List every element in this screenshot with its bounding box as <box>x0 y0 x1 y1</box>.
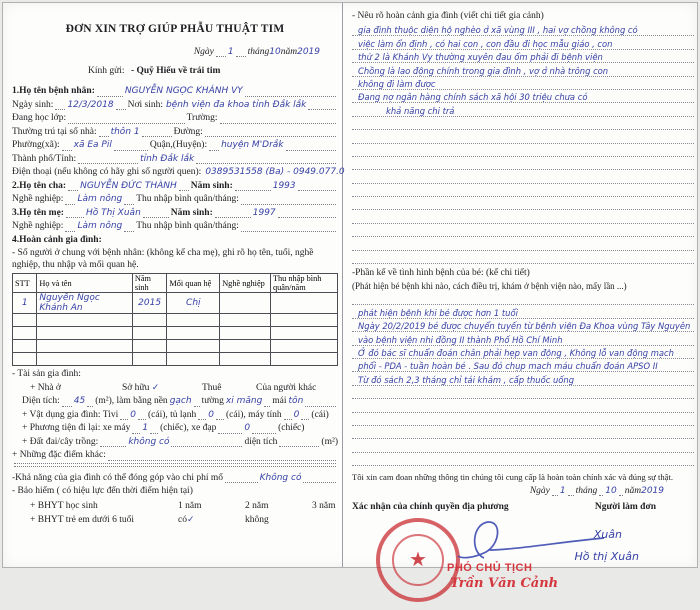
bhyt-yes-checkmark: ✓ <box>186 514 195 525</box>
hardship-line: Chồng là lao động chính trong gia đình , vợ ở nhà trông con <box>352 63 694 76</box>
house-label: + Nhà ở <box>30 382 61 393</box>
illness-subheading: (Phát hiện bé bệnh khi nào, cách điều trị, khám ở bệnh viện nào, mấy lần ...) <box>352 281 627 292</box>
illness-line: phổi - PDA - tuần hoàn bé . Sau đó chụp mạch máu chuẩn đoán APSO II <box>352 359 694 372</box>
other-traits-label: + Những đặc điểm khác: <box>12 450 106 460</box>
date-day-value: 1 <box>227 47 234 57</box>
father-birth-label: Năm sinh: <box>190 180 233 191</box>
ward-label: Phường(xã): <box>12 140 60 150</box>
kinh-gui-label: Kính gửi: <box>88 66 125 76</box>
illness-line: Ngày 20/2/2019 bé được chuyển tuyến từ bệnh viện Đa Khoa vùng Tây Nguyên <box>352 319 694 332</box>
district-value: huyện M'Drắk <box>221 140 284 150</box>
row1-birth: 2015 <box>132 293 167 314</box>
hardship-line: việc làm ổn định , có hai con , con đầu đi học mẫu giáo , con <box>352 36 694 49</box>
computer-count: 0 <box>293 409 300 420</box>
mother-label: 3.Họ tên mẹ: <box>12 207 64 218</box>
class-label: Đang học lớp: <box>12 113 67 123</box>
column-divider <box>342 3 343 567</box>
hardship-heading: - Nêu rõ hoàn cảnh gia đình (viết chi tiết gia cảnh) <box>352 11 544 21</box>
father-job: Làm nông <box>77 194 123 204</box>
contribution-label: -Khả năng của gia đình có thể đóng góp vào chi phí mổ <box>12 472 224 483</box>
dotted-blank-line <box>352 210 694 223</box>
col-birth: Năm sinh <box>132 274 167 293</box>
bicycle-label: (chiếc), xe đạp <box>160 423 217 433</box>
patient-name-value: NGUYỄN NGỌC KHÁNH VY <box>124 86 243 96</box>
household-table <box>12 273 338 366</box>
dotted-blank-line <box>352 386 694 399</box>
dotted-blank-line <box>352 426 694 439</box>
form-right-column <box>352 8 694 610</box>
date-month-label: tháng <box>247 47 270 57</box>
ward-value: xã Ea Pil <box>73 140 112 150</box>
land-area-label: diện tích <box>244 436 278 447</box>
assets-label: - Tài sản gia đình: <box>12 369 81 379</box>
bhyt-child-label: + BHYT trẻ em dưới 6 tuổi <box>30 514 135 525</box>
dotted-blank-line <box>352 237 694 250</box>
dotted-blank-line <box>352 170 694 183</box>
illness-line: phát hiện bệnh khi bé được hơn 1 tuổi <box>352 305 694 318</box>
city-value: tỉnh Đắk lắk <box>140 153 195 164</box>
declaration-text: Tôi xin cam đoan những thông tin chúng tôi cung cấp là hoàn toàn chính xác và đúng sự thật. <box>352 472 674 483</box>
fridge-count: 0 <box>208 409 214 420</box>
items-label: + Vật dụng gia đình: Tivi <box>22 409 119 420</box>
phone-label: Điện thoại (nếu không có hãy ghi số người quen): <box>12 167 202 177</box>
dotted-blank-line <box>352 453 694 466</box>
dob-value: 12/3/2018 <box>67 99 114 110</box>
school-label: Trường: <box>186 113 218 123</box>
recipient-name: - Quỹ Hiểu về trái tim <box>130 66 221 76</box>
insurance-heading: - Bảo hiểm ( có hiệu lực đến thời điểm hiện tại) <box>12 486 193 496</box>
dotted-blank-line <box>352 130 694 143</box>
sig-date-year: 2019 <box>641 486 664 497</box>
household-table-header-row <box>13 274 338 293</box>
address-label: Thường trú tại số nhà: <box>12 126 97 137</box>
dotted-blank-line <box>352 292 694 305</box>
dotted-blank-line <box>352 144 694 157</box>
col-relation: Mối quan hệ <box>167 274 220 293</box>
household-row-empty <box>13 353 338 366</box>
col-job: Nghề nghiệp <box>220 274 271 293</box>
scanned-form-page <box>2 2 698 592</box>
father-name: NGUYỄN ĐỨC THÀNH <box>80 180 177 191</box>
date-day-label: Ngày <box>193 47 214 57</box>
household-note: - Số người ở chung với bệnh nhân: (không kể cha mẹ), ghi rõ họ tên, tuổi, nghề nghiệp, thu nhập và mối quan hệ. <box>12 248 314 270</box>
stamp-signer-name: Trần Văn Cảnh <box>450 576 559 592</box>
date-year-value: 2019 <box>297 47 320 57</box>
fridge-label: (cái), tủ lạnh <box>147 409 197 420</box>
dotted-blank-line <box>352 117 694 130</box>
mother-birth: 1997 <box>252 207 276 218</box>
dotted-blank-line <box>352 157 694 170</box>
form-title: ĐƠN XIN TRỢ GIÚP PHẪU THUẬT TIM <box>65 23 285 35</box>
wall-value: xi măng <box>225 396 263 406</box>
dotted-blank-line <box>352 399 694 412</box>
star-icon: ★ <box>409 549 427 572</box>
applicant-title: Người làm đơn <box>594 502 656 513</box>
col-income: Thu nhập bình quân/năm <box>270 274 337 293</box>
wall-label: tường <box>201 396 224 406</box>
family-section-heading: 4.Hoàn cảnh gia đình: <box>12 234 102 245</box>
row1-stt: 1 <box>13 293 37 314</box>
col-name: Họ và tên <box>37 274 132 293</box>
mother-income-label: Thu nhập bình quân/tháng: <box>136 221 239 231</box>
street-label: Đường: <box>173 126 203 137</box>
illness-line: vào bệnh viện nhi đồng II thành Phố Hồ Chí Minh <box>352 332 694 345</box>
mother-name: Hồ Thị Xuân <box>85 207 141 218</box>
bhyt-child-no: không <box>245 514 269 525</box>
phone-value: 0389531558 (Ba) - 0949.077.0 <box>205 167 345 177</box>
mother-job: Làm nông <box>77 221 123 231</box>
household-row-empty <box>13 327 338 340</box>
house-rent-option: Thuê <box>202 382 222 393</box>
hardship-line: gia đình thuộc diện hộ nghèo ở xã vùng III , hai vợ chồng không có <box>352 23 694 36</box>
dotted-blank-line <box>352 439 694 452</box>
row1-relation: Chị <box>167 293 220 314</box>
household-row-empty <box>13 340 338 353</box>
form-left-column <box>12 11 345 527</box>
illness-heading: -Phần kể về tình hình bệnh của bé: (kể chi tiết) <box>352 268 530 279</box>
form-date <box>12 45 320 59</box>
dotted-blank-line <box>352 197 694 210</box>
pob-label: Nơi sinh: <box>127 99 163 110</box>
district-label: Quận,(Huyện): <box>149 140 208 150</box>
house-own-checkmark: ✓ <box>151 382 160 393</box>
sig-date-day-label: Ngày <box>529 486 550 497</box>
area-value: 45 <box>73 396 86 406</box>
bicycle-count: 0 <box>244 423 251 433</box>
dotted-blank-line <box>352 184 694 197</box>
signature-date <box>352 484 664 498</box>
bhyt-2year-option: 2 năm <box>245 500 269 511</box>
applicant-signature-fullname: Hồ thị Xuân <box>574 550 639 564</box>
authority-confirmation-title: Xác nhận của chính quyền địa phương <box>352 502 509 513</box>
address-value: thôn 1 <box>110 126 140 137</box>
mother-job-label: Nghề nghiệp: <box>12 221 64 231</box>
col-stt: STT <box>13 274 37 293</box>
dob-label: Ngày sinh: <box>12 99 54 110</box>
mother-birth-label: Năm sinh: <box>170 207 213 218</box>
sig-date-year-label: năm <box>624 486 642 497</box>
date-year-label: năm <box>280 47 298 57</box>
row1-job <box>220 293 271 314</box>
pob-value: bệnh viện đa khoa tỉnh Đắk lắk <box>165 99 307 110</box>
row1-income <box>270 293 337 314</box>
house-own-option: Sở hữu ✓ <box>122 382 160 393</box>
hardship-line: khả năng chi trả <box>352 103 694 116</box>
sig-date-month-label: tháng <box>575 486 598 497</box>
household-row-empty <box>13 314 338 327</box>
dotted-blank-line <box>12 466 338 469</box>
area-label: Diện tích: <box>22 396 60 406</box>
land-value: không có <box>128 436 170 447</box>
computer-label: (cái), máy tính <box>226 409 282 420</box>
contribution-value: Không có <box>259 472 302 483</box>
roof-label: mái <box>272 396 287 406</box>
bhyt-child-yes: có✓ <box>178 514 195 525</box>
father-job-label: Nghề nghiệp: <box>12 194 64 204</box>
stamp-title: PHÓ CHỦ TỊCH <box>447 562 533 575</box>
sig-date-day: 1 <box>559 486 566 497</box>
hardship-line: Đang nợ ngân hàng chính sách xã hội 30 triệu chưa có <box>352 90 694 103</box>
dotted-blank-line <box>352 413 694 426</box>
recipient-line <box>88 64 338 79</box>
city-label: Thành phố/Tỉnh: <box>12 153 77 164</box>
motorbike-count: 1 <box>142 423 149 433</box>
area-material-label: (m²), làm bằng nền <box>95 396 168 406</box>
land-label: + Đất đai/cây trồng: <box>22 436 99 447</box>
dotted-blank-line <box>352 224 694 237</box>
hardship-line: không đi làm được <box>352 77 694 90</box>
illness-line: Ở đó bác sĩ chuẩn đoán chân phải hẹp van động , Không lỗ van động mạch <box>352 346 694 359</box>
household-row-1 <box>13 293 338 314</box>
bhyt-3year-option: 3 năm <box>312 500 336 511</box>
tv-count: 0 <box>130 409 136 420</box>
bhyt-student-label: + BHYT học sinh <box>30 500 98 511</box>
applicant-signature: Xuân <box>593 528 622 542</box>
land-unit: (m²) <box>321 436 338 447</box>
father-label: 2.Họ tên cha: <box>12 180 67 191</box>
bhyt-1year-option: 1 năm <box>178 500 202 511</box>
roof-value: tôn <box>288 396 304 406</box>
date-month-value: 10 <box>269 47 281 57</box>
dotted-blank-line <box>352 251 694 264</box>
illness-line: Từ đó sách 2,3 tháng chỉ tái khám , cấp thuốc uống <box>352 372 694 385</box>
items-unit: (cái) <box>311 409 329 420</box>
hardship-line: thứ 2 là Khánh Vy thường xuyên đau ốm phải đi bệnh viện <box>352 50 694 63</box>
father-birth: 1993 <box>272 180 296 191</box>
house-other-option: Của người khác <box>256 382 317 393</box>
father-income-label: Thu nhập bình quân/tháng: <box>136 194 239 204</box>
vehicles-unit: (chiếc) <box>278 423 305 433</box>
signature-area <box>352 514 694 610</box>
vehicles-label: + Phương tiện đi lại: xe máy <box>22 423 131 433</box>
floor-value: gạch <box>169 396 192 406</box>
sig-date-month: 10 <box>605 486 617 497</box>
row1-name: Nguyễn Ngọc Khánh An <box>37 293 132 314</box>
patient-name-label: 1.Họ tên bệnh nhân: <box>12 86 95 96</box>
